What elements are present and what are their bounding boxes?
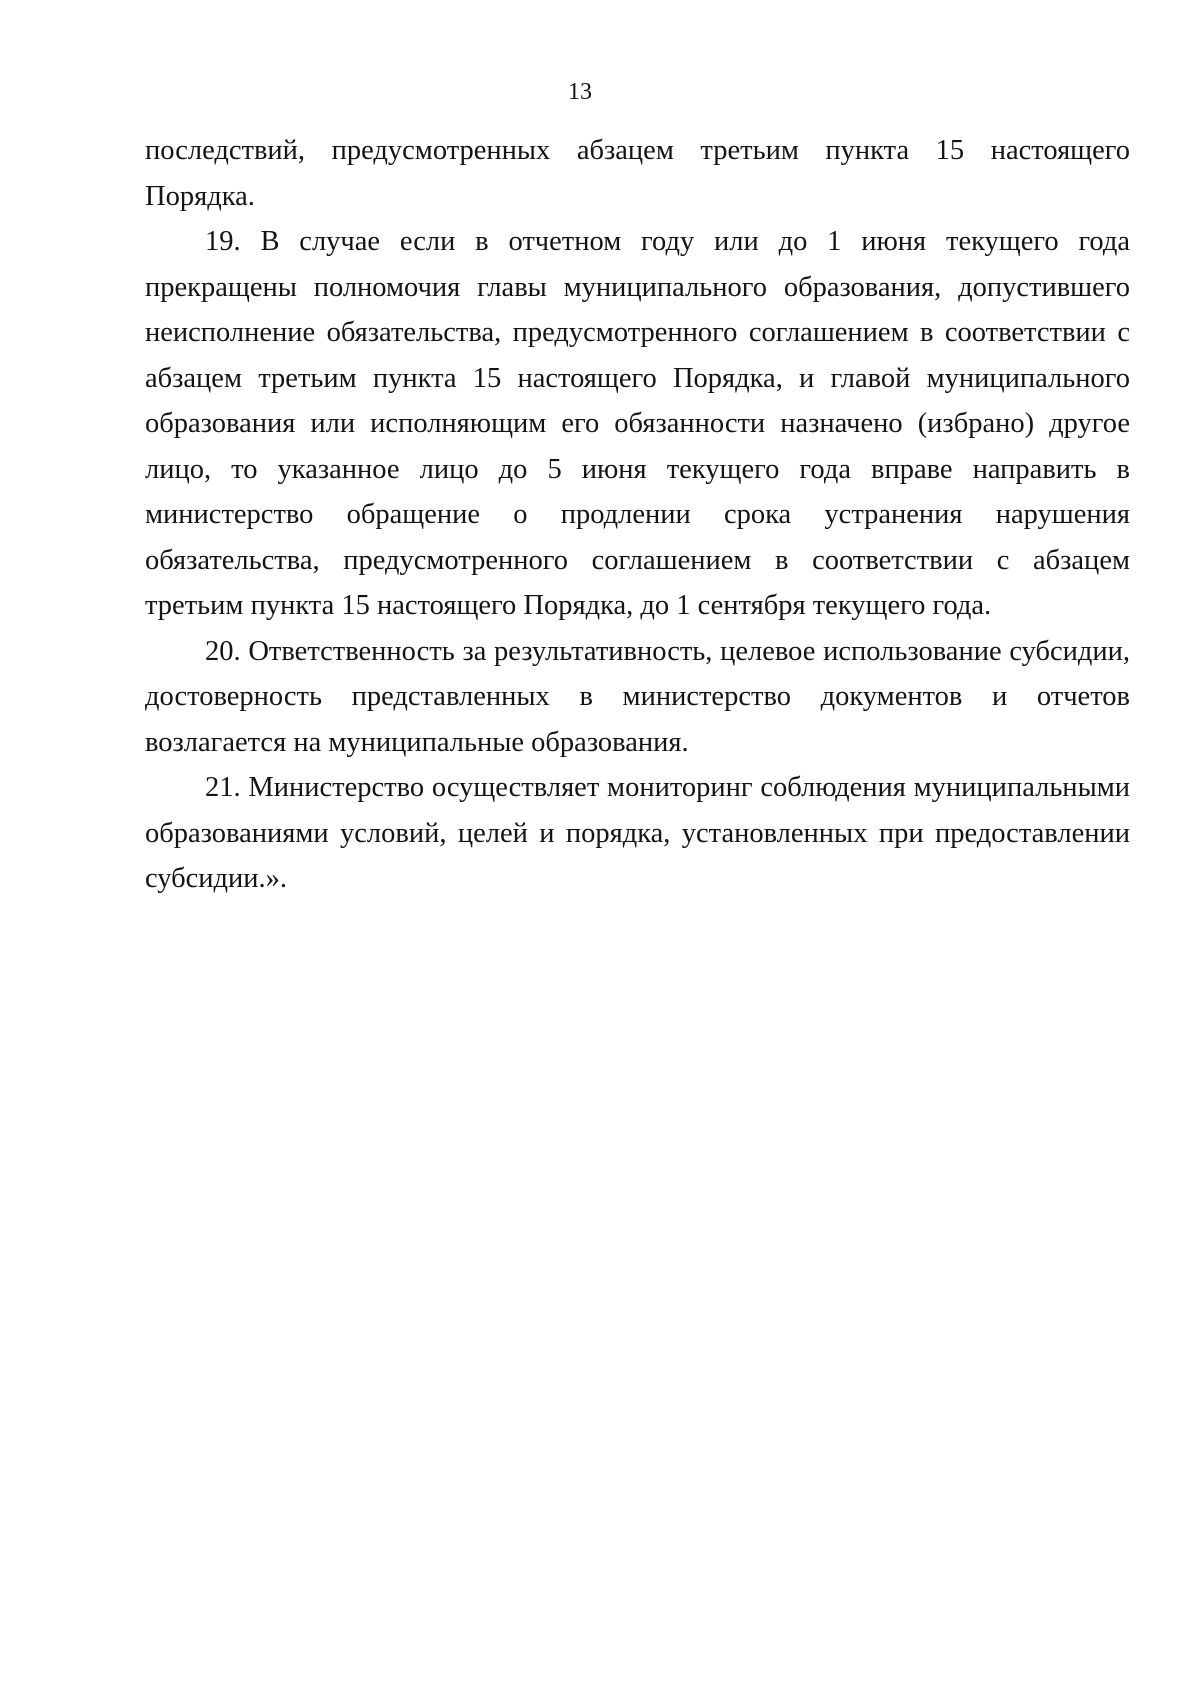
paragraph-item-19: 19. В случае если в отчетном году или до 1 июня текущего года прекращены полномочия главы муниципального образования, допустившего неисполнение обязательства, предусмотренного соглашением в соответствии с абзацем третьим пункта 15 настоящего Порядка, и главой муниципального образования или исполняющим его обязанности назначено (избрано) другое лицо, то указанное лицо до 5 июня текущего года вправе направить в министерство обращение о продлении срока устранения нарушения обязательства, предусмотренного соглашением в соответствии с абзацем третьим пункта 15 настоящего Порядка, до 1 сентября текущего года. xyxy=(145,226,1130,621)
paragraph-continuation: последствий, предусмотренных абзацем третьим пункта 15 настоящего Порядка. xyxy=(145,135,1130,212)
paragraph-item-20: 20. Ответственность за результативность, целевое использование субсидии, достоверность представленных в министерство документов и отчетов возлагается на муниципальные образования. xyxy=(145,635,1130,758)
page-number: 13 xyxy=(568,79,592,105)
document-body xyxy=(145,128,1130,902)
paragraph-item-21: 21. Министерство осуществляет мониторинг соблюдения муниципальными образованиями условий, целей и порядка, установленных при предоставлении субсидии.». xyxy=(145,772,1130,894)
